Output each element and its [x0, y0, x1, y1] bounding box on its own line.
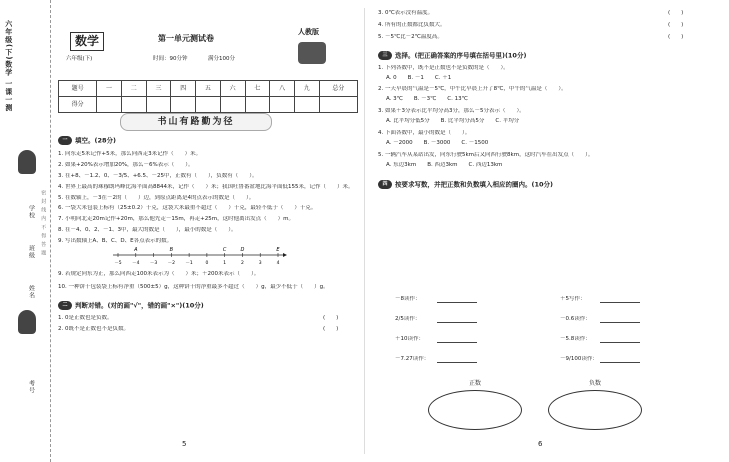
cut-line-text: 密 封 线 内 不 得 答 题	[40, 190, 47, 257]
score-input-cell[interactable]	[245, 97, 270, 113]
grade-label: 六年级(下)	[66, 56, 93, 62]
tf-text: 3. 0℃表示没有温度。	[378, 10, 434, 16]
answer-parens[interactable]: ( )	[668, 10, 684, 16]
positive-circle-label: 正数	[468, 380, 481, 387]
number-line	[108, 245, 288, 267]
score-input-cell[interactable]	[196, 97, 221, 113]
cartoon-figure-top	[18, 150, 36, 174]
page-title: 第一单元测试卷	[158, 34, 214, 43]
section-true-false-heading	[58, 301, 358, 310]
full-score-label: 满分100分	[208, 56, 235, 62]
score-input-cell[interactable]	[294, 97, 319, 113]
score-input-cell[interactable]	[97, 97, 122, 113]
write-row	[395, 336, 695, 356]
mc-question: 4. 下面各数中，最小的数是（ ）。	[378, 129, 471, 136]
number-line-point-label: E	[276, 246, 280, 253]
question: 1. 向东走5米记作+5米，那么向西走3米记作（ ）米。	[58, 151, 202, 157]
score-input-cell[interactable]	[121, 97, 146, 113]
right-page-content	[378, 10, 718, 189]
score-cell: 总分	[319, 81, 357, 97]
section-title: 选择。(把正确答案的序号填在括号里)(10分)	[395, 51, 527, 60]
answer-parens[interactable]: ( )	[668, 21, 684, 28]
mc-question: 5. 一辆汽车从某站出发，向东行驶5km后又向西行驶8km，这时汽车在出发点（ ）。	[378, 151, 594, 158]
write-prompt: －5.8读作：	[560, 336, 591, 342]
negative-circle-label: 负数	[588, 380, 601, 387]
score-input-cell[interactable]	[319, 97, 357, 113]
write-grid	[395, 296, 695, 376]
tf-text: 4. 所有的正数都比负数大。	[378, 21, 446, 28]
answer-blank[interactable]	[437, 296, 477, 303]
score-input-cell[interactable]	[146, 97, 171, 113]
answer-blank[interactable]	[437, 356, 477, 363]
mc-options: A. －2000 B. －3000 C. －1500	[386, 139, 489, 146]
score-input-cell[interactable]	[220, 97, 245, 113]
cartoon-figure-bottom	[18, 310, 36, 334]
number-line-point-label: D	[240, 246, 245, 253]
section-multiple-choice-heading	[378, 51, 718, 60]
section-title: 按要求写数，并把正数和负数填入相应的圈内。(10分)	[395, 180, 553, 189]
write-row	[395, 296, 695, 316]
number-line-tick-label: 1	[223, 260, 227, 266]
tf-text: 1. 0是正数也是负数。	[58, 315, 113, 322]
question: 6. 一袋大米包装上标有（25±0.2）千克，这袋大米最重不超过（ ）千克，最轻不低于（ ）千克。	[58, 205, 317, 212]
number-line-tick-label: －1	[185, 260, 193, 266]
number-line-tick-label: －5	[114, 260, 122, 266]
score-table-score-row	[59, 97, 358, 113]
positive-number-circle[interactable]	[428, 390, 522, 430]
score-input-cell[interactable]	[171, 97, 196, 113]
mc-options: A. 东边3km B. 西边3km C. 西边13km	[386, 161, 503, 168]
question: 9. 若规定向东为正，那么向西走100米表示为（ ）米；＋200米表示（ ）。	[58, 271, 260, 278]
subject-label: 数学	[70, 32, 104, 51]
score-cell: 二	[121, 81, 146, 97]
page-number-right: 6	[538, 440, 543, 448]
score-cell: 一	[97, 81, 122, 97]
answer-parens[interactable]: ( )	[323, 315, 339, 322]
question: 3. 在+8、－1.2、0、－3/5、+6.5、－25中，正数有（ ），负数有（ ）。	[58, 172, 258, 179]
write-prompt: 2/5读作：	[395, 316, 421, 322]
tf-text: 5. －5℃比－2℃温度高。	[378, 33, 443, 40]
write-row	[395, 356, 695, 376]
score-cell: 六	[220, 81, 245, 97]
write-prompt: －8读作：	[395, 296, 421, 302]
edition-label: 人教版	[298, 28, 319, 36]
book-stack-icon	[298, 42, 326, 64]
page-number-left: 5	[182, 440, 187, 448]
answer-blank[interactable]	[600, 336, 640, 343]
number-line-tick-label: 2	[241, 260, 244, 266]
write-prompt: －7.27读作：	[395, 356, 430, 362]
number-line-point-label: C	[222, 246, 227, 253]
number-line-tick-label: －2	[167, 260, 176, 266]
score-cell: 七	[245, 81, 270, 97]
left-page-content	[58, 136, 358, 333]
score-cell: 九	[294, 81, 319, 97]
score-cell: 三	[146, 81, 171, 97]
question: 8. 在－4、0、2、－1、3中，最大的数是（ ），最小的数是（ ）。	[58, 227, 237, 234]
mc-question: 1. 下列各数中，既不是正数也不是负数的是（ ）。	[378, 64, 509, 71]
write-prompt: ＋10读作：	[395, 336, 424, 342]
question: 7. 小明向北走20m记作+20m，那么他先走－15m，再走+25m，这时他离出发点（ ）m。	[58, 216, 294, 223]
answer-parens[interactable]: ( )	[668, 33, 684, 40]
binding-strip	[0, 0, 51, 462]
score-input-cell[interactable]	[270, 97, 295, 113]
number-line-tick-label: 4	[276, 260, 280, 266]
number-line-tick-label: 0	[205, 260, 209, 266]
question: 2. 如果+20%表示增加20%，那么－6%表示（ ）。	[58, 161, 194, 168]
page-divider	[364, 8, 365, 454]
section-title: 判断对错。(对的画"√"，错的画"×")(10分)	[75, 301, 204, 310]
number-line-tick-label: 3	[258, 260, 262, 266]
number-line-tick-label: －4	[132, 260, 140, 266]
write-row	[395, 316, 695, 336]
number-line-point-label: B	[169, 246, 174, 253]
mc-options: A. 0 B. －1 C. ＋1	[386, 74, 452, 81]
number-line-arrow	[283, 253, 287, 257]
answer-blank[interactable]	[437, 336, 477, 343]
section-fill-in-heading	[58, 136, 358, 145]
tf-question	[58, 315, 358, 322]
tf-question	[58, 326, 358, 333]
negative-number-circle[interactable]	[548, 390, 642, 430]
mc-options: A. 比平均分低5分 B. 比平均分高5分 C. 平均分	[386, 118, 520, 124]
score-cell: 八	[270, 81, 295, 97]
question: 9. 写出数轴上A、B、C、D、E各点表示的数。	[58, 238, 173, 244]
section-number: 四	[378, 180, 392, 189]
write-prompt: －0.6读作：	[560, 316, 591, 322]
time-label: 时间：90分钟	[153, 56, 188, 62]
mc-question: 3. 如果＋3分表示比平均分高3分，那么－5分表示（ ）。	[378, 108, 525, 115]
section-number: 一	[58, 136, 72, 145]
tf-question	[378, 34, 718, 41]
binding-label-name: 姓名	[27, 285, 35, 299]
header	[58, 20, 358, 70]
tf-text: 2. 0既不是正数也不是负数。	[58, 326, 129, 332]
score-cell: 五	[196, 81, 221, 97]
answer-blank[interactable]	[437, 316, 477, 323]
score-table	[58, 80, 358, 113]
number-line-point-label: A	[134, 246, 138, 253]
mc-question: 2. 一天早晨的气温是－5℃，中午比早晨上升了8℃，中午的气温是（ ）。	[378, 86, 567, 93]
answer-blank[interactable]	[600, 296, 640, 303]
score-cell: 四	[171, 81, 196, 97]
mc-options: A. 3℃ B. －3℃ C. 13℃	[386, 96, 468, 103]
answer-parens[interactable]: ( )	[323, 326, 339, 332]
section-title: 填空。(28分)	[75, 136, 116, 145]
score-row-label: 得分	[59, 97, 97, 113]
motto-banner: 书山有路勤为径	[120, 113, 272, 131]
binding-strip-text: 六年级(下)数学 一课一测	[4, 20, 13, 112]
binding-label-school: 学校	[27, 205, 35, 219]
binding-label-class: 班级	[27, 245, 35, 259]
question: 5. 在数轴上，－3在－2的（ ）边，到原点距离是4的点表示的数是（ ）。	[58, 194, 255, 201]
write-prompt: ＋5写作：	[560, 296, 586, 302]
section-number: 二	[58, 301, 72, 310]
section-write-numbers-heading	[378, 180, 718, 189]
number-line-tick-label: －3	[149, 260, 158, 266]
write-prompt: －9/100读作：	[560, 356, 598, 362]
tf-question	[378, 10, 718, 17]
answer-blank[interactable]	[600, 316, 640, 323]
score-table-header-row	[59, 81, 358, 97]
score-cell: 题号	[59, 81, 97, 97]
binding-label-id: 考号	[27, 380, 35, 394]
question: 10. 一种饼干包装袋上标有净重（500±5）g，这种饼干的净重最多不超过（ ）g，最少不低于（ ）g。	[58, 284, 329, 291]
tf-question	[378, 22, 718, 29]
answer-blank[interactable]	[600, 356, 640, 363]
section-number: 三	[378, 51, 392, 60]
question: 4. 世界上最高的珠穆朗玛峰比海平面高8844米，记作（ ）米；我国吐鲁番盆地比海平面低155米，记作（ ）米。	[58, 183, 354, 190]
